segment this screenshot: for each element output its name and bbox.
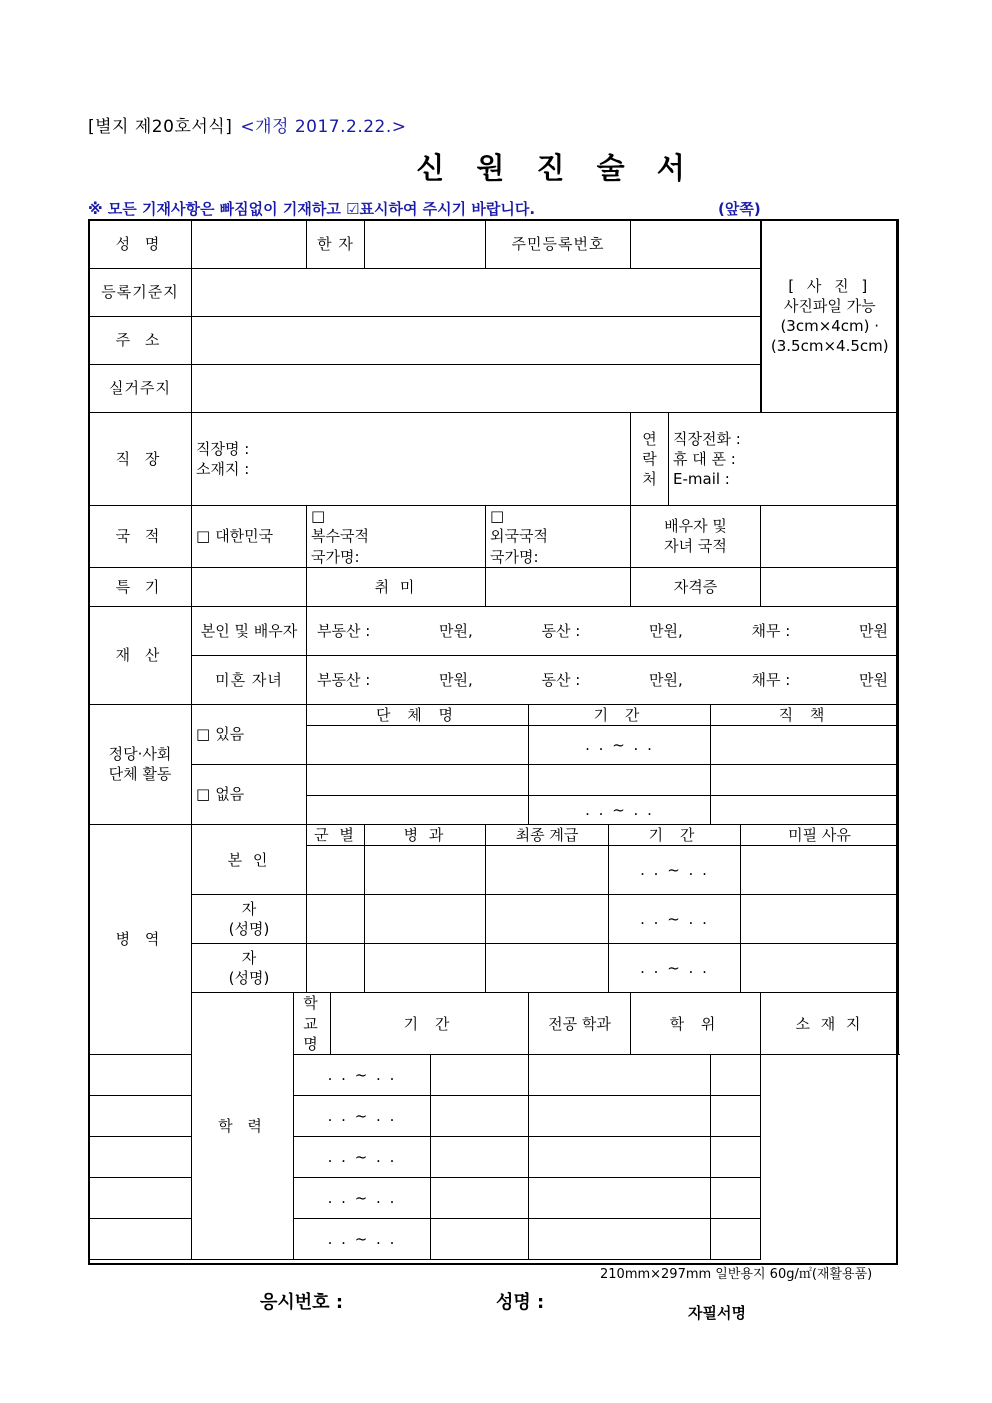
- field-org-period-2[interactable]: . . ~ . .: [529, 796, 711, 825]
- field-branch-child-2[interactable]: [307, 944, 365, 993]
- paper-specification-note: 210mm×297mm 일반용지 60g/㎡(재활용품): [600, 1267, 873, 1282]
- field-education-period-1[interactable]: . . ~ . .: [294, 1055, 431, 1096]
- col-header-org-period: 기 간: [529, 704, 711, 725]
- label-org-line1: 정당·사회: [108, 745, 172, 764]
- field-degree-1[interactable]: [529, 1055, 711, 1096]
- field-rank-child-1[interactable]: [486, 895, 609, 944]
- row-assets-children: [89, 655, 899, 704]
- field-location-4[interactable]: [711, 1178, 761, 1219]
- label-domicile: 등록기준지: [89, 269, 192, 317]
- label-debt-children: 채무 :: [751, 670, 791, 689]
- field-education-period-2[interactable]: . . ~ . .: [294, 1096, 431, 1137]
- col-header-org-name: 단 체 명: [307, 704, 529, 725]
- photo-size-2: (3.5cm×4.5cm): [770, 337, 889, 356]
- field-org-name-2b[interactable]: [307, 796, 529, 825]
- label-footer-name[interactable]: 성명 :: [496, 1292, 545, 1313]
- label-hobby: 취 미: [307, 567, 486, 606]
- label-address: 주 소: [89, 317, 192, 365]
- col-header-major: 전공 학과: [529, 993, 631, 1055]
- label-contact: [631, 413, 669, 506]
- col-header-corps: 병 과: [365, 825, 486, 846]
- label-foreign-country[interactable]: 국가명:: [490, 547, 539, 566]
- contact-char-2: 락: [642, 449, 657, 468]
- field-major-5[interactable]: [431, 1219, 529, 1260]
- field-school-5[interactable]: [89, 1219, 294, 1260]
- photo-box[interactable]: [761, 220, 899, 413]
- label-org-line2: 단체 활동: [108, 765, 172, 784]
- field-military-period-self[interactable]: . . ~ . .: [609, 846, 741, 895]
- label-certificate: 자격증: [631, 567, 761, 606]
- label-org-none: 없음: [215, 785, 245, 804]
- label-name: 성 명: [89, 220, 192, 269]
- label-mobile: 휴 대 폰 :: [673, 449, 736, 468]
- checked-box-icon: ☑: [346, 200, 360, 218]
- col-header-school: 학 교 명: [294, 993, 331, 1055]
- label-handwritten-signature[interactable]: 자필서명: [688, 1304, 746, 1322]
- row-skills: [89, 567, 899, 606]
- field-address[interactable]: [192, 317, 761, 365]
- label-org-activity: [89, 704, 192, 824]
- label-nationality: 국 적: [89, 506, 192, 568]
- notice-line: [88, 198, 898, 219]
- checkbox-korean-nationality[interactable]: [192, 506, 307, 568]
- field-certificate[interactable]: [761, 567, 899, 606]
- label-company-name: 직장명 :: [196, 439, 250, 458]
- field-education-period-5[interactable]: . . ~ . .: [294, 1219, 431, 1260]
- contact-char-1: 연: [642, 429, 657, 448]
- label-assets-children: 미혼 자녀: [192, 655, 307, 704]
- field-location-2[interactable]: [711, 1096, 761, 1137]
- row-education-header: [89, 993, 899, 1055]
- unit-movable-children: 만원,: [649, 670, 683, 689]
- field-org-name-1[interactable]: [307, 726, 529, 765]
- unit-movable-self: 만원,: [649, 621, 683, 640]
- field-rrn[interactable]: [631, 220, 761, 269]
- row-military-child-1: [89, 895, 899, 944]
- field-org-period-1[interactable]: . . ~ . .: [529, 726, 711, 765]
- row-org-2: [89, 765, 899, 796]
- label-org-has: 있음: [215, 725, 245, 744]
- field-degree-3[interactable]: [529, 1137, 711, 1178]
- row-nationality: [89, 506, 899, 568]
- unit-realty-children: 만원,: [439, 670, 473, 689]
- label-child-1-line2: (성명): [228, 920, 270, 939]
- field-residence[interactable]: [192, 365, 761, 413]
- field-major-3[interactable]: [431, 1137, 529, 1178]
- field-branch-child-1[interactable]: [307, 895, 365, 944]
- label-child-2-line2: (성명): [228, 969, 270, 988]
- form-header-line: [88, 112, 407, 137]
- label-movable-children: 동산 :: [541, 670, 581, 689]
- label-email: E-mail :: [673, 470, 730, 489]
- field-exemption-child-2[interactable]: [741, 944, 899, 993]
- field-hanja[interactable]: [365, 220, 486, 269]
- photo-size-1: (3cm×4cm) ·: [780, 317, 880, 335]
- field-military-period-child-2[interactable]: . . ~ . .: [609, 944, 741, 993]
- label-debt-self: 채무 :: [751, 621, 791, 640]
- row-assets-self: [89, 606, 899, 655]
- unit-debt-children: 만원: [859, 670, 888, 689]
- row-education-2: [89, 1096, 899, 1137]
- row-org-header: [89, 704, 899, 725]
- label-realty-self: 부동산 :: [317, 621, 371, 640]
- field-degree-2[interactable]: [529, 1096, 711, 1137]
- checkbox-org-has[interactable]: [192, 704, 307, 764]
- label-military-child-1: [192, 895, 307, 944]
- row-education-4: [89, 1178, 899, 1219]
- label-residence: 실거주지: [89, 365, 192, 413]
- label-assets-self: 본인 및 배우자: [192, 606, 307, 655]
- label-movable-self: 동산 :: [541, 621, 581, 640]
- field-school-4[interactable]: [89, 1178, 294, 1219]
- col-header-location: 소 재 지: [761, 993, 899, 1055]
- field-hobby[interactable]: [486, 567, 631, 606]
- field-military-period-child-1[interactable]: . . ~ . .: [609, 895, 741, 944]
- row-military-child-2: [89, 944, 899, 993]
- form-number: [별지 제20호서식]: [88, 117, 233, 137]
- label-assets: 재 산: [89, 606, 192, 704]
- notice-text-pre: ※ 모든 기재사항은 빠짐없이 기재하고: [88, 200, 347, 218]
- checkbox-foreign-nationality[interactable]: [486, 506, 631, 568]
- contact-fields[interactable]: [669, 413, 899, 506]
- label-military: 병 역: [89, 825, 192, 1055]
- revision-note: <개정 2017.2.22.>: [240, 117, 407, 137]
- label-company-location: 소재지 :: [196, 460, 250, 478]
- checkbox-org-none[interactable]: [192, 765, 307, 825]
- field-org-role-1[interactable]: [711, 726, 899, 765]
- label-work-phone: 직장전화 :: [673, 429, 741, 448]
- photo-file-note: 사진파일 가능: [783, 296, 876, 315]
- field-school-1[interactable]: [89, 1055, 294, 1096]
- label-child-1-line1: 자: [241, 900, 257, 918]
- assets-self-fields[interactable]: [307, 606, 899, 655]
- checkbox-korean-icon: [196, 527, 215, 545]
- label-hanja: 한 자: [307, 220, 365, 269]
- field-corps-child-2[interactable]: [365, 944, 486, 993]
- field-domicile[interactable]: [192, 269, 761, 317]
- field-location-1[interactable]: [711, 1055, 761, 1096]
- field-corps-child-1[interactable]: [365, 895, 486, 944]
- workplace-fields[interactable]: [192, 413, 631, 506]
- col-header-rank: 최종 계급: [486, 825, 609, 846]
- field-exemption-child-1[interactable]: [741, 895, 899, 944]
- field-branch-self[interactable]: [307, 846, 365, 895]
- field-major-2[interactable]: [431, 1096, 529, 1137]
- checkbox-multi-icon: [311, 506, 481, 526]
- checkbox-org-has-icon: [196, 725, 215, 743]
- label-korean-nationality: 대한민국: [215, 527, 274, 546]
- label-rrn: 주민등록번호: [486, 220, 631, 269]
- field-rank-self[interactable]: [486, 846, 609, 895]
- row-military-header: [89, 825, 899, 846]
- label-family-line1: 배우자 및: [664, 517, 727, 536]
- photo-title: [ 사 진 ]: [788, 276, 872, 295]
- footer-signature-row: [88, 1288, 898, 1322]
- field-education-period-4[interactable]: . . ~ . .: [294, 1178, 431, 1219]
- field-org-role-2-blank: [711, 765, 899, 796]
- field-family-nationality[interactable]: [761, 506, 899, 568]
- row-education-5: [89, 1219, 899, 1260]
- contact-char-3: 처: [642, 470, 657, 489]
- field-name[interactable]: [192, 220, 307, 269]
- label-military-child-2: [192, 944, 307, 993]
- col-header-exemption-reason: 미필 사유: [741, 825, 899, 846]
- label-education: 학 력: [192, 993, 294, 1260]
- row-education-1: [89, 1055, 899, 1096]
- unit-debt-self: 만원: [859, 621, 888, 640]
- field-education-period-3[interactable]: . . ~ . .: [294, 1137, 431, 1178]
- page-side-note: (앞쪽): [718, 200, 761, 218]
- field-degree-4[interactable]: [529, 1178, 711, 1219]
- label-military-self: 본 인: [192, 825, 307, 895]
- field-school-3[interactable]: [89, 1137, 294, 1178]
- col-header-military-period: 기 간: [609, 825, 741, 846]
- row-name: [89, 220, 899, 269]
- unit-realty-self: 만원,: [439, 621, 473, 640]
- label-foreign-nationality: 외국국적: [490, 527, 548, 546]
- notice-text-post: 표시하여 주시기 바랍니다.: [359, 200, 536, 218]
- label-workplace: 직 장: [89, 413, 192, 506]
- label-specialty: 특 기: [89, 567, 192, 606]
- field-org-role-2[interactable]: [711, 796, 899, 825]
- label-child-2-line1: 자: [241, 949, 257, 967]
- field-degree-5[interactable]: [529, 1219, 711, 1260]
- checkbox-foreign-icon: [490, 506, 626, 526]
- col-header-org-role: 직 책: [711, 704, 899, 725]
- field-exemption-self[interactable]: [741, 846, 899, 895]
- label-multi-country[interactable]: 국가명:: [311, 547, 360, 566]
- label-realty-children: 부동산 :: [317, 670, 371, 689]
- field-specialty[interactable]: [192, 567, 307, 606]
- checkbox-org-none-icon: [196, 785, 215, 803]
- label-family-line2: 자녀 국적: [664, 537, 727, 556]
- col-header-branch: 군 별: [307, 825, 365, 846]
- col-header-education-period: 기 간: [331, 993, 529, 1055]
- field-corps-self[interactable]: [365, 846, 486, 895]
- label-multi-nationality: 복수국적: [311, 527, 369, 546]
- field-org-name-2[interactable]: [307, 765, 529, 796]
- row-education-3: [89, 1137, 899, 1178]
- personal-statement-table: [88, 219, 899, 1260]
- field-org-period-2-blank: [529, 765, 711, 796]
- checkbox-multi-nationality[interactable]: [307, 506, 486, 568]
- field-major-4[interactable]: [431, 1178, 529, 1219]
- field-location-5[interactable]: [711, 1219, 761, 1260]
- label-exam-number[interactable]: 응시번호 :: [260, 1292, 344, 1313]
- page-title: 신 원 진 술 서: [416, 151, 696, 185]
- field-location-3[interactable]: [711, 1137, 761, 1178]
- field-major-1[interactable]: [431, 1055, 529, 1096]
- label-family-nationality: [631, 506, 761, 568]
- assets-children-fields[interactable]: [307, 655, 899, 704]
- col-header-degree: 학 위: [631, 993, 761, 1055]
- field-rank-child-2[interactable]: [486, 944, 609, 993]
- row-workplace: [89, 413, 899, 506]
